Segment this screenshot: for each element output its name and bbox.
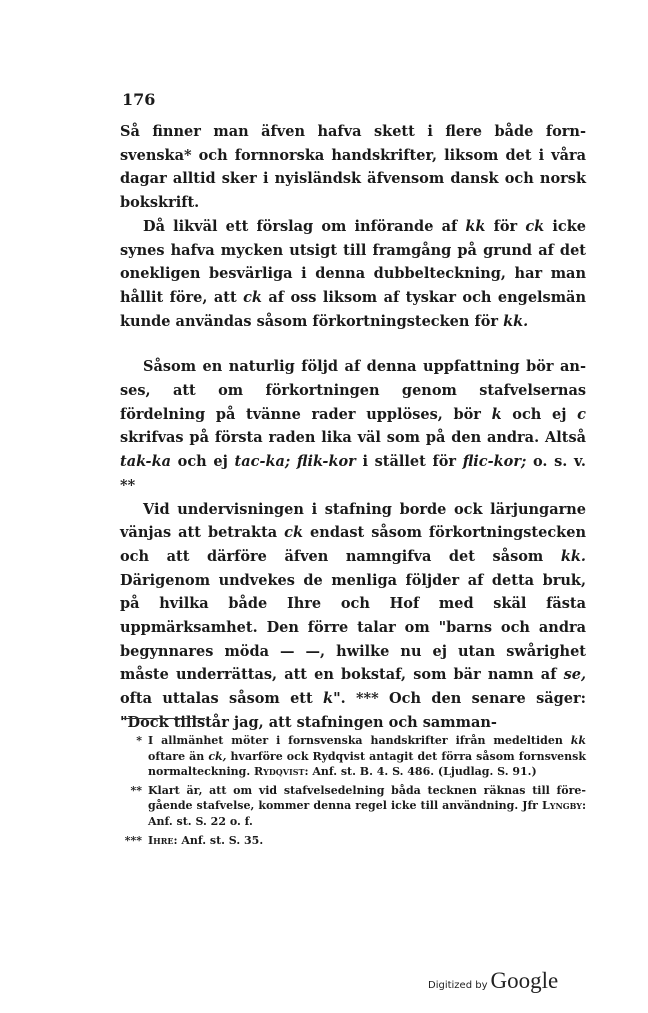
text-run: Anf. st. B. 4. S. 486. (Ljudlag. S. 91.): [308, 765, 537, 779]
footnote-marker: **: [130, 783, 142, 797]
italic-run: ck: [525, 217, 545, 235]
text-run: hvarföre ock Rydqvist antagit det förra såsom fornsvensk normalteckning.: [148, 749, 586, 779]
paragraph: [120, 498, 586, 735]
author-name: Lyngby:: [542, 799, 586, 813]
italic-run: se,: [563, 666, 586, 684]
text-run: och ej: [501, 405, 578, 423]
page-number: 176: [122, 90, 156, 109]
text-run: * och fornnorska handskrifter, liksom det i våra dagar alltid sker i nyisländsk äfvensom dansk och norsk bokskrift.: [120, 146, 586, 212]
google-logo: Google: [490, 968, 559, 993]
author-name: Ihre:: [148, 833, 178, 847]
footnote-marker: *: [136, 734, 142, 747]
text-run: Anf. st. S. 35.: [177, 833, 264, 847]
italic-run: k: [323, 690, 334, 708]
text-run: af oss liksom af tyskar och engelsmän kunde användas såsom förkortningstecken för: [120, 288, 586, 330]
italic-run: k: [491, 405, 502, 423]
text-run: Vid undervisningen i stafning borde ock lärjungarne vänjas att betrakta: [120, 500, 586, 542]
text-run: Klart är, att om vid stafvelsedelning båda tecknen räknas till före-gående stafvelse, kommer denna regel icke till användning. Jfr: [148, 783, 586, 813]
italic-run: tac-ka; flik-kor: [234, 453, 356, 471]
text-run: i stället för: [355, 453, 463, 471]
footnote-divider: [123, 718, 205, 719]
text-run: oftare än: [148, 749, 209, 763]
text-run: Såsom en naturlig följd af denna uppfattning bör an-ses, att om förkortningen genom stafvelsernas fördelning på tvänne rader upplöses, bör: [120, 358, 586, 423]
paragraph: [120, 215, 586, 334]
text-run: Därigenom undvekes de menliga följder af detta bruk, på hvilka både Ihre och Hof med skäl fästa uppmärksamhet. Den förre talar om "barns och andra begynnares möda — —, hwilke nu ej utan swårighet måste underrättas, att en bokstaf, som bär namn af: [120, 571, 586, 684]
italic-run: flic-kor;: [462, 453, 527, 471]
paragraph: [120, 120, 586, 215]
italic-run: ck: [243, 288, 262, 306]
text-run: o. s. v. **: [120, 453, 586, 494]
footnote: [120, 783, 586, 830]
italic-run: kk.: [560, 547, 586, 565]
watermark-prefix: Digitized by: [428, 980, 488, 991]
paragraph: [120, 355, 586, 497]
italic-run: tak-ka: [120, 453, 172, 471]
footnote-text: [148, 733, 586, 780]
text-run: ofta uttalas såsom ett: [120, 690, 324, 708]
footnote-marker: ***: [124, 833, 142, 847]
footnotes: [120, 733, 586, 848]
italic-run: ck: [284, 524, 304, 542]
footnote-text: [148, 833, 586, 849]
author-name: Rydqvist:: [254, 765, 309, 779]
italic-run: ck,: [208, 749, 227, 763]
text-run: Anf. st. S. 22 o. f.: [148, 814, 253, 828]
footnote: [120, 733, 586, 780]
footnote-text: [148, 783, 586, 830]
italic-run: c: [577, 405, 586, 423]
italic-run: kk: [570, 734, 586, 747]
main-text: [120, 120, 586, 735]
text-run: icke synes hafva mycken utsigt till framgång på grund af det onekligen besvärliga i denna dubbelteckning, har man hållit före, att: [120, 217, 586, 306]
text-run: Så finner man äfven hafva skett i flere både forn-svenska: [120, 123, 586, 164]
italic-run: kk: [465, 217, 486, 235]
text-run: skrifvas på första raden lika väl som på den andra. Altså: [120, 429, 586, 447]
text-run: ". *** Och den senare säger: "Dock tillstår jag, att stafningen och samman-: [120, 690, 586, 731]
footnote: [120, 833, 586, 849]
digitized-by-watermark: [428, 968, 558, 994]
text-run: och ej: [171, 453, 235, 471]
text-run: för: [485, 217, 526, 235]
text-run: endast såsom förkortningstecken och att därföre äfven namngifva det såsom: [120, 524, 586, 565]
text-run: Då likväl ett förslag om införande af: [143, 217, 466, 235]
italic-run: kk.: [503, 312, 529, 330]
text-run: I allmänhet möter i fornsvenska handskrifter ifrån medeltiden: [148, 734, 571, 747]
